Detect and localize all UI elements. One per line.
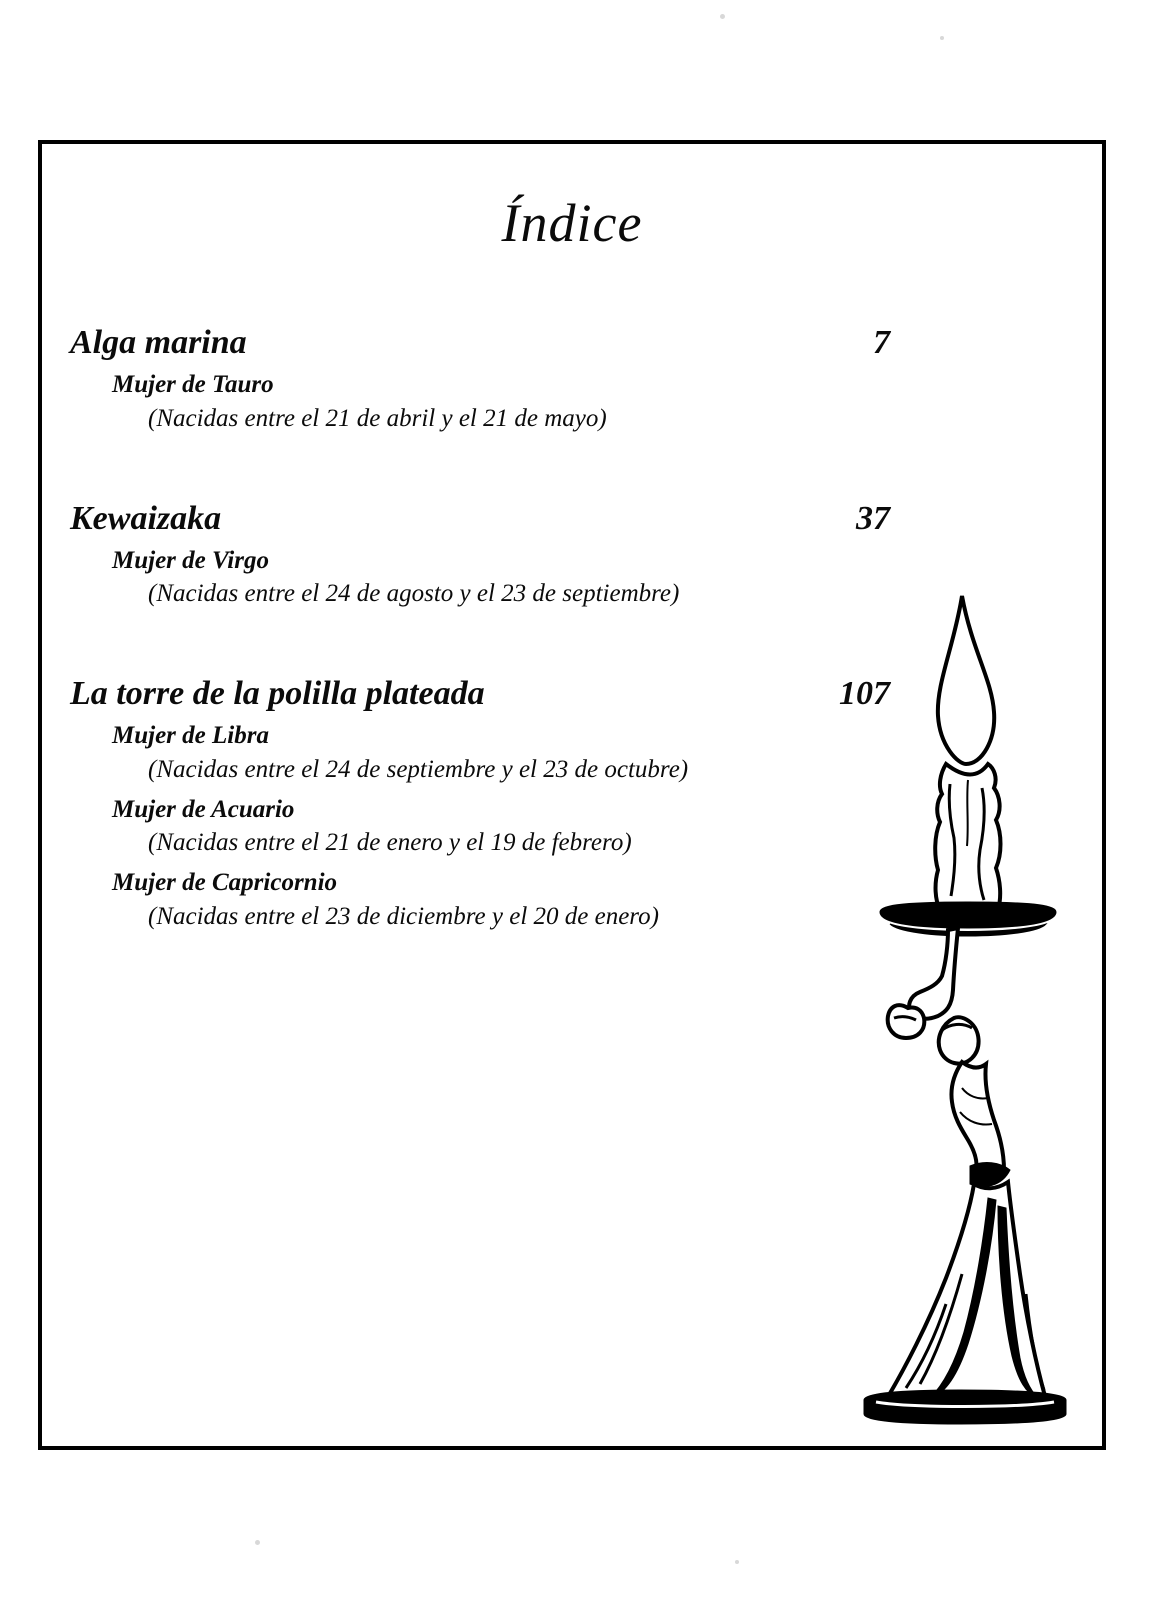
zodiac-sign-name: Mujer de Tauro xyxy=(112,371,274,398)
toc-entry-header xyxy=(70,500,890,538)
paper-speck xyxy=(735,1560,739,1564)
zodiac-sign-dates: (Nacidas entre el 23 de diciembre y el 20 de enero) xyxy=(148,902,659,930)
toc-entry-header xyxy=(70,675,890,713)
page-border-frame xyxy=(38,140,1106,1450)
zodiac-sign-dates: (Nacidas entre el 24 de septiembre y el 23 de octubre) xyxy=(148,755,689,783)
page-title: Índice xyxy=(501,193,643,253)
zodiac-sign-name: Mujer de Acuario xyxy=(112,795,295,823)
toc-subentry xyxy=(70,368,1070,436)
toc-entry-page-number: 107 xyxy=(839,675,890,712)
zodiac-sign-dates: (Nacidas entre el 21 de abril y el 21 de mayo) xyxy=(148,404,607,432)
toc-entry-header xyxy=(70,324,890,362)
zodiac-sign-name: Mujer de Libra xyxy=(112,722,269,749)
zodiac-sign-name: Mujer de Capricornio xyxy=(112,869,338,896)
toc-entry-title: Alga marina xyxy=(70,324,247,361)
paper-speck xyxy=(255,1540,260,1545)
toc-entry-title: Kewaizaka xyxy=(70,499,222,537)
toc-entry-page-number: 7 xyxy=(873,324,890,361)
toc-entry-page-number: 37 xyxy=(856,499,890,537)
paper-speck xyxy=(720,14,725,19)
candlestick-woman-illustration xyxy=(850,588,1080,1428)
zodiac-sign-dates: (Nacidas entre el 21 de enero y el 19 de febrero) xyxy=(148,829,632,857)
toc-entry-title: La torre de la polilla plateada xyxy=(70,675,485,712)
zodiac-sign-name: Mujer de Virgo xyxy=(112,546,269,574)
paper-speck xyxy=(940,36,944,40)
toc-entry[interactable] xyxy=(70,324,1070,436)
zodiac-sign-dates: (Nacidas entre el 24 de agosto y el 23 de septiembre) xyxy=(148,580,680,608)
